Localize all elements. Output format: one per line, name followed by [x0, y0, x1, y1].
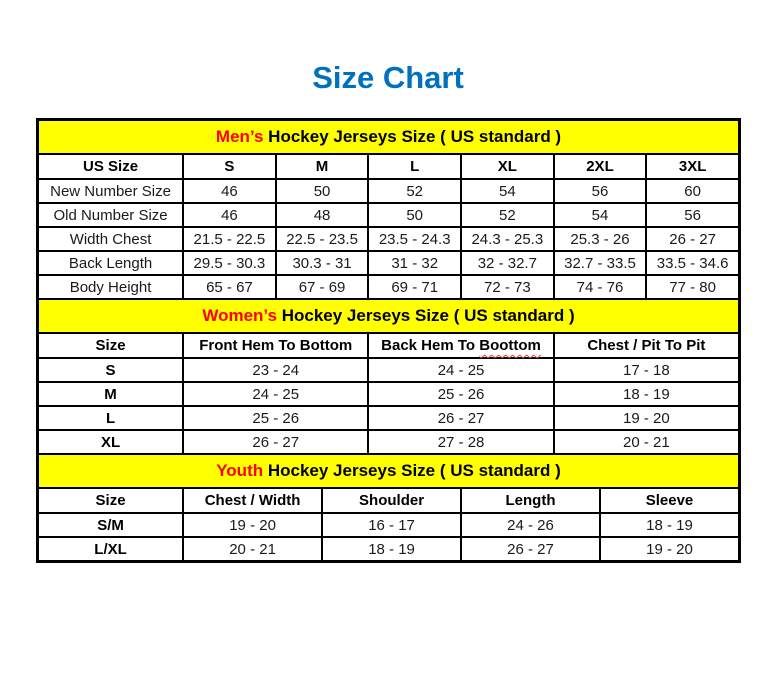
- row-label: M: [38, 382, 183, 406]
- value-cell: 19 - 20: [183, 513, 322, 537]
- value-cell: 20 - 21: [554, 430, 739, 454]
- table-row: [38, 358, 739, 382]
- value-cell: 54: [461, 179, 554, 203]
- column-header: 3XL: [646, 154, 739, 179]
- column-header: Chest / Pit To Pit: [554, 333, 739, 358]
- table-row: [38, 203, 739, 227]
- youth-banner-row: [38, 454, 739, 488]
- row-label: Back Length: [38, 251, 183, 275]
- column-header: Shoulder: [322, 488, 461, 513]
- womens-table: [37, 298, 740, 455]
- table-row: [38, 251, 739, 275]
- banner-highlight: Youth: [216, 461, 264, 480]
- value-cell: 26 - 27: [368, 406, 553, 430]
- value-cell: 46: [183, 179, 276, 203]
- womens-banner-row: [38, 299, 739, 333]
- value-cell: 32 - 32.7: [461, 251, 554, 275]
- youth-header-row: [38, 488, 739, 513]
- value-cell: 25.3 - 26: [554, 227, 647, 251]
- mens-banner-row: [38, 120, 739, 154]
- column-header: 2XL: [554, 154, 647, 179]
- value-cell: 60: [646, 179, 739, 203]
- page-title: Size Chart: [312, 60, 464, 95]
- row-label: S/M: [38, 513, 183, 537]
- row-label: Width Chest: [38, 227, 183, 251]
- value-cell: 77 - 80: [646, 275, 739, 299]
- value-cell: 56: [646, 203, 739, 227]
- column-header: Size: [38, 333, 183, 358]
- value-cell: 52: [461, 203, 554, 227]
- column-header: XL: [461, 154, 554, 179]
- value-cell: 24 - 25: [183, 382, 368, 406]
- value-cell: 18 - 19: [322, 537, 461, 561]
- value-cell: 17 - 18: [554, 358, 739, 382]
- mens-table: [37, 119, 740, 300]
- value-cell: 46: [183, 203, 276, 227]
- banner-highlight: Men’s: [215, 127, 264, 146]
- row-label: L/XL: [38, 537, 183, 561]
- value-cell: 27 - 28: [368, 430, 553, 454]
- value-cell: 22.5 - 23.5: [276, 227, 369, 251]
- row-label: L: [38, 406, 183, 430]
- column-header: Front Hem To Bottom: [183, 333, 368, 358]
- row-label: Old Number Size: [38, 203, 183, 227]
- value-cell: 26 - 27: [646, 227, 739, 251]
- table-row: [38, 382, 739, 406]
- table-row: [38, 179, 739, 203]
- table-row: [38, 275, 739, 299]
- womens-header-row: [38, 333, 739, 358]
- row-label: XL: [38, 430, 183, 454]
- column-header: L: [368, 154, 461, 179]
- value-cell: 29.5 - 30.3: [183, 251, 276, 275]
- value-cell: 23.5 - 24.3: [368, 227, 461, 251]
- table-row: [38, 227, 739, 251]
- value-cell: 74 - 76: [554, 275, 647, 299]
- value-cell: 20 - 21: [183, 537, 322, 561]
- column-header: Back Hem To Boottom: [368, 333, 553, 358]
- value-cell: 19 - 20: [554, 406, 739, 430]
- value-cell: 26 - 27: [461, 537, 600, 561]
- value-cell: 56: [554, 179, 647, 203]
- column-header: Sleeve: [600, 488, 739, 513]
- column-header: Length: [461, 488, 600, 513]
- value-cell: 33.5 - 34.6: [646, 251, 739, 275]
- column-header: Chest / Width: [183, 488, 322, 513]
- table-row: [38, 537, 739, 561]
- value-cell: 72 - 73: [461, 275, 554, 299]
- value-cell: 25 - 26: [183, 406, 368, 430]
- misspelled-word: Boottom: [479, 337, 541, 354]
- row-label: S: [38, 358, 183, 382]
- value-cell: 19 - 20: [600, 537, 739, 561]
- column-header: Size: [38, 488, 183, 513]
- table-row: [38, 513, 739, 537]
- value-cell: 24 - 25: [368, 358, 553, 382]
- value-cell: 54: [554, 203, 647, 227]
- value-cell: 31 - 32: [368, 251, 461, 275]
- column-header: M: [276, 154, 369, 179]
- value-cell: 26 - 27: [183, 430, 368, 454]
- value-cell: 23 - 24: [183, 358, 368, 382]
- value-cell: 21.5 - 22.5: [183, 227, 276, 251]
- row-label: Body Height: [38, 275, 183, 299]
- value-cell: 32.7 - 33.5: [554, 251, 647, 275]
- value-cell: 30.3 - 31: [276, 251, 369, 275]
- column-header: S: [183, 154, 276, 179]
- value-cell: 50: [368, 203, 461, 227]
- value-cell: 24 - 26: [461, 513, 600, 537]
- column-header: US Size: [38, 154, 183, 179]
- mens-banner: Men’s Hockey Jerseys Size ( US standard ): [38, 120, 739, 154]
- value-cell: 69 - 71: [368, 275, 461, 299]
- value-cell: 67 - 69: [276, 275, 369, 299]
- value-cell: 16 - 17: [322, 513, 461, 537]
- value-cell: 25 - 26: [368, 382, 553, 406]
- value-cell: 18 - 19: [600, 513, 739, 537]
- size-chart-tables: [36, 118, 741, 563]
- row-label: New Number Size: [38, 179, 183, 203]
- value-cell: 65 - 67: [183, 275, 276, 299]
- table-row: [38, 406, 739, 430]
- youth-table: [37, 453, 740, 562]
- womens-banner: Women’s Hockey Jerseys Size ( US standard ): [38, 299, 739, 333]
- value-cell: 48: [276, 203, 369, 227]
- value-cell: 50: [276, 179, 369, 203]
- table-row: [38, 430, 739, 454]
- value-cell: 18 - 19: [554, 382, 739, 406]
- youth-banner: Youth Hockey Jerseys Size ( US standard ): [38, 454, 739, 488]
- value-cell: 24.3 - 25.3: [461, 227, 554, 251]
- mens-header-row: [38, 154, 739, 179]
- value-cell: 52: [368, 179, 461, 203]
- banner-highlight: Women’s: [202, 306, 277, 325]
